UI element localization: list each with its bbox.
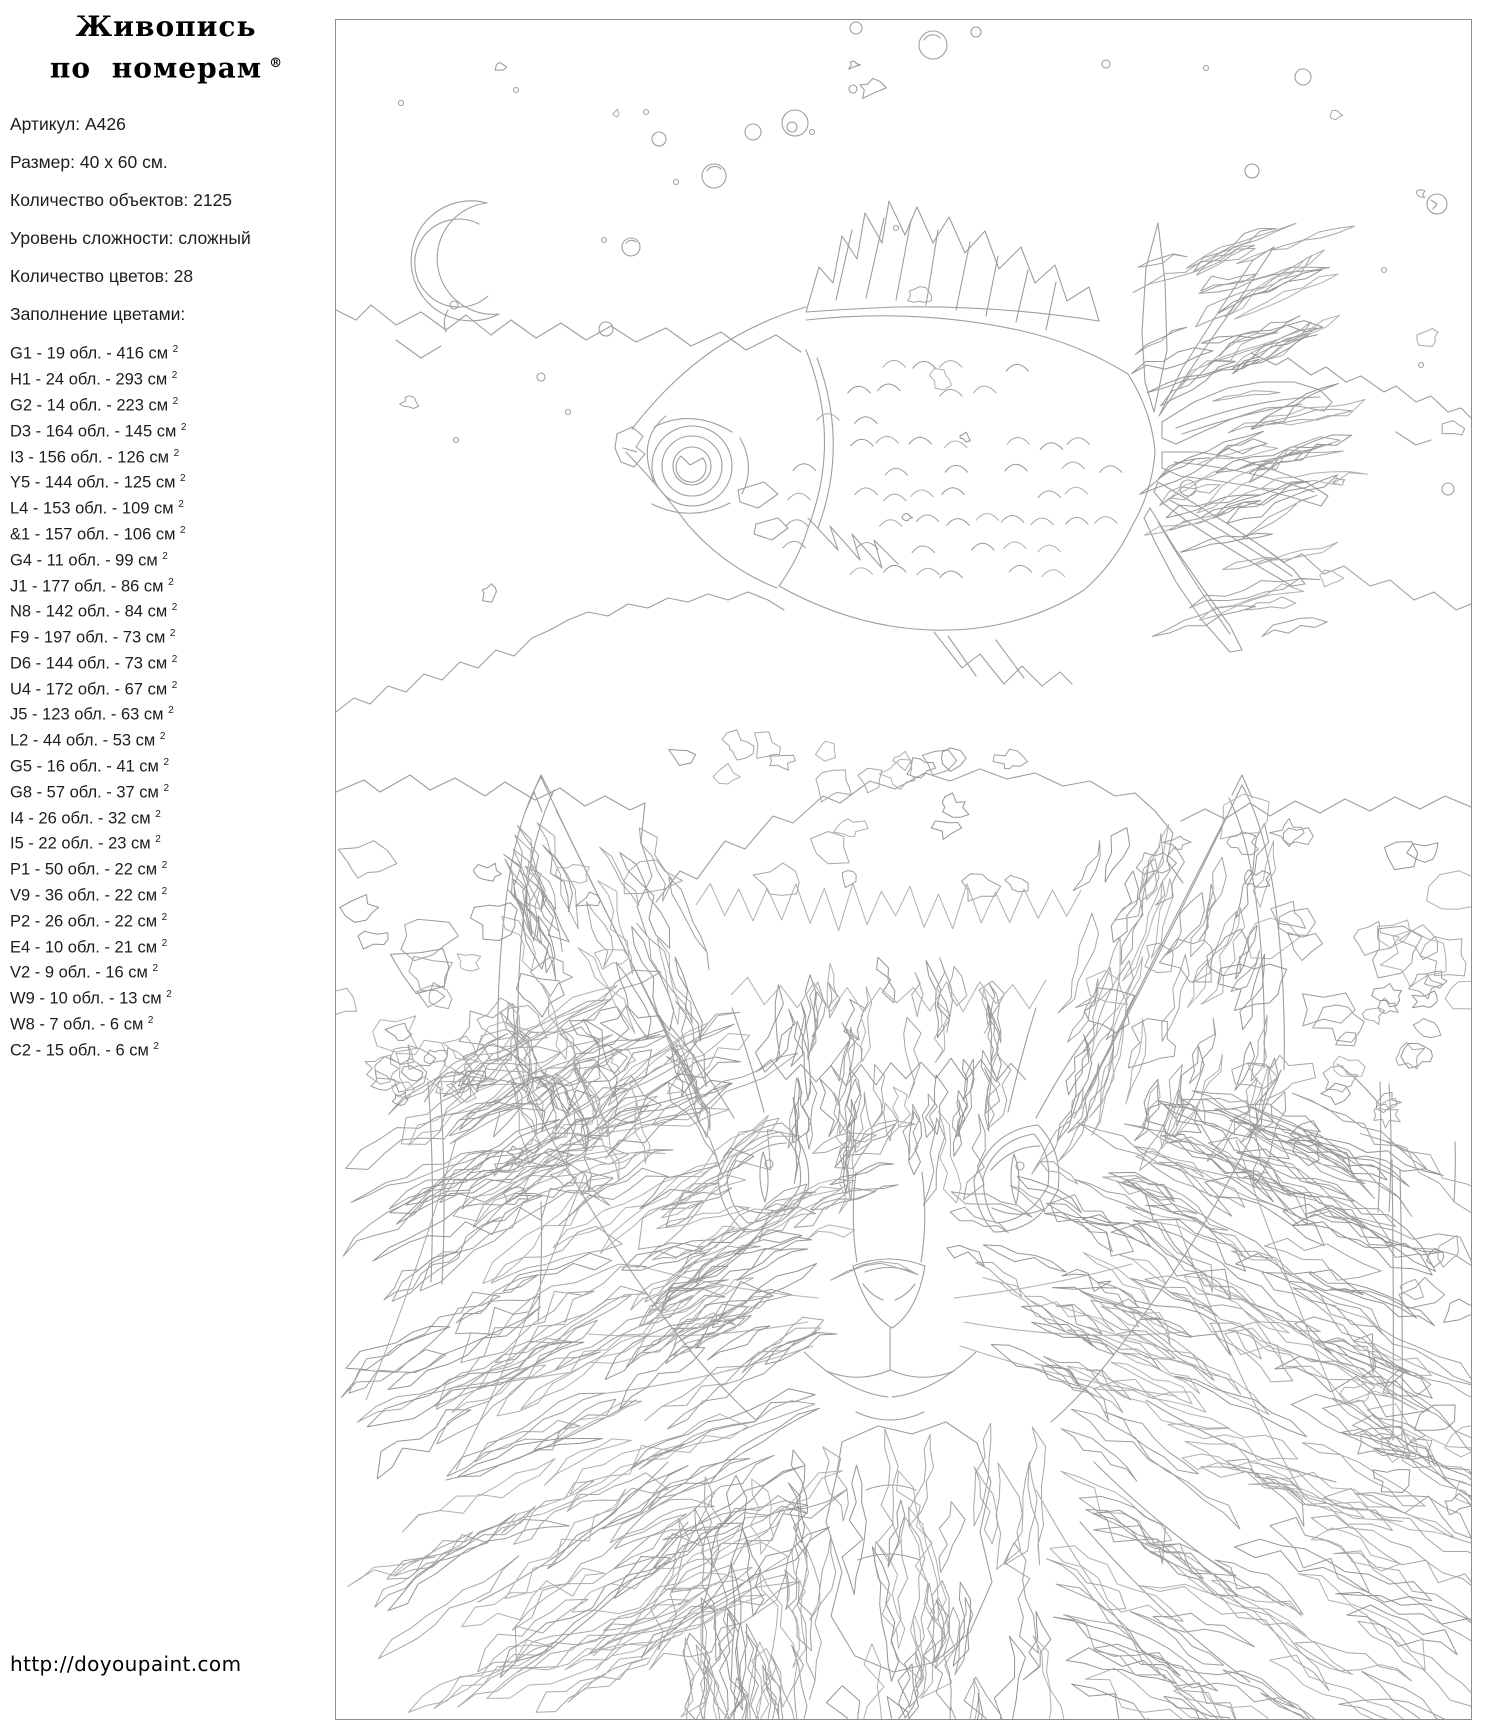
color-fill-line: C2 - 15 обл. - 6 см $^2$ [10, 1040, 159, 1060]
color-fill-line: V9 - 36 обл. - 22 см $^2$ [10, 886, 168, 905]
color-fill-line: J5 - 123 обл. - 63 см $^2$ [10, 705, 174, 724]
color-fill-line: I3 - 156 обл. - 126 см $^2$ [10, 447, 180, 467]
info-column [10, 8, 322, 1062]
foliage-outlines [336, 769, 1471, 936]
goldfish-outline [615, 201, 1332, 686]
color-fill-line: J1 - 177 обл. - 86 см $^2$ [10, 576, 174, 595]
color-fill-line: D6 - 144 обл. - 73 см $^2$ [10, 653, 178, 673]
brand-line1: Живопись [75, 10, 257, 43]
details-list [10, 114, 322, 287]
color-fill-line: I4 - 26 обл. - 32 см $^2$ [10, 808, 161, 828]
artwork-svg [336, 20, 1471, 1719]
color-fill-line: P1 - 50 обл. - 22 см $^2$ [10, 860, 168, 879]
brand-logo [10, 8, 322, 86]
color-fill-line: I5 - 22 обл. - 23 см $^2$ [10, 834, 161, 853]
color-fill-line: H1 - 24 обл. - 293 см $^2$ [10, 370, 178, 389]
color-fill-line: G5 - 16 обл. - 41 см $^2$ [10, 757, 170, 776]
painting-canvas [335, 19, 1472, 1720]
color-fill-line: G1 - 19 обл. - 416 см $^2$ [10, 344, 179, 363]
website-url: http://doyoupaint.com [10, 1652, 242, 1676]
fill-section-title: Заполнение цветами: [10, 304, 186, 325]
color-fill-line: N8 - 142 обл. - 84 см $^2$ [10, 602, 178, 621]
color-fill-line: E4 - 10 обл. - 21 см $^2$ [10, 937, 168, 957]
detail-line: Уровень сложности: сложный [10, 228, 251, 249]
cloud-lines [336, 305, 1471, 712]
detail-line: Количество объектов: 2125 [10, 190, 233, 211]
color-fill-line: &1 - 157 обл. - 106 см $^2$ [10, 524, 186, 544]
color-fill-line: P2 - 26 обл. - 22 см $^2$ [10, 911, 168, 931]
color-fill-line: W8 - 7 обл. - 6 см $^2$ [10, 1015, 154, 1034]
detail-line: Размер: 40 x 60 см. [10, 152, 168, 173]
color-fill-line: W9 - 10 обл. - 13 см $^2$ [10, 989, 172, 1008]
color-fill-line: D3 - 164 обл. - 145 см $^2$ [10, 421, 187, 441]
color-fill-line: G2 - 14 обл. - 223 см $^2$ [10, 395, 179, 415]
color-fill-line: V2 - 9 обл. - 16 см $^2$ [10, 963, 159, 982]
color-fill-list [10, 339, 322, 1061]
registered-mark: ® [269, 56, 283, 71]
detail-line: Количество цветов: 28 [10, 266, 194, 287]
color-fill-line: L2 - 44 обл. - 53 см $^2$ [10, 731, 166, 750]
moon-icon [411, 201, 499, 332]
cat-outline [446, 775, 1336, 1682]
color-fill-line: G8 - 57 обл. - 37 см $^2$ [10, 782, 170, 802]
color-fill-line: F9 - 197 обл. - 73 см $^2$ [10, 628, 176, 647]
color-fill-line: Y5 - 144 обл. - 125 см $^2$ [10, 473, 186, 492]
bubbles [450, 22, 1454, 496]
color-fill-line: G4 - 11 обл. - 99 см $^2$ [10, 550, 168, 570]
color-fill-line: L4 - 153 обл. - 109 см $^2$ [10, 499, 184, 518]
brand-line2: по номерам ® [49, 51, 283, 85]
detail-line: Артикул: A426 [10, 114, 126, 135]
color-fill-line: U4 - 172 обл. - 67 см $^2$ [10, 679, 178, 699]
